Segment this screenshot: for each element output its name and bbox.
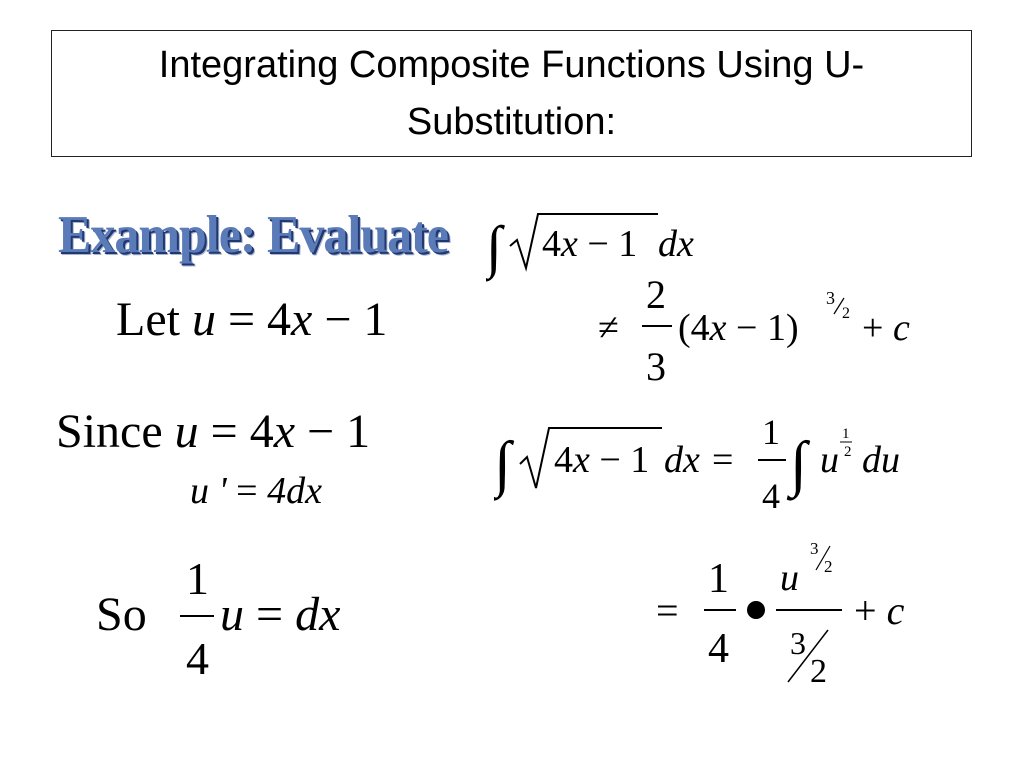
since-u: u <box>174 405 199 458</box>
final-u: u <box>780 557 799 599</box>
substituted-integral <box>494 406 934 520</box>
coef-den: 4 <box>762 476 780 516</box>
final-result-expression <box>656 536 956 696</box>
example-label: Example: Evaluate <box>58 204 448 264</box>
derivative-lhs: u ' <box>190 470 227 512</box>
final-denom-num: 3 <box>790 625 806 661</box>
let-rhs: 4x − 1 <box>267 293 388 346</box>
derivative-rhs: 4dx <box>267 470 322 512</box>
final-eq: = <box>656 588 679 633</box>
substituted-integral-expression <box>494 406 934 516</box>
final-num: 1 <box>708 556 729 602</box>
dot-operator <box>747 601 765 619</box>
since-rhs: 4x − 1 <box>249 405 371 458</box>
exp-num: 3 <box>826 288 835 308</box>
frac-den: 3 <box>646 344 666 386</box>
let-statement <box>116 293 388 346</box>
integral-sign-2: ∫ <box>790 430 807 498</box>
final-plus-c: + c <box>854 588 905 633</box>
so-rhs: u = dx <box>220 588 341 641</box>
radicand: 4x − 1 <box>542 223 638 265</box>
half-num: 1 <box>842 426 850 442</box>
plus-c: + c <box>862 307 910 349</box>
final-exp-num: 3 <box>810 539 819 558</box>
final-result <box>656 536 956 700</box>
so-statement-expression <box>96 552 386 682</box>
integral-sign-1: ∫ <box>494 430 511 498</box>
base: (4x − 1) <box>678 307 799 349</box>
coef-num: 1 <box>762 412 780 452</box>
final-denom-den: 2 <box>810 653 827 690</box>
derivative-statement <box>190 472 322 510</box>
let-u: u <box>191 293 216 346</box>
slide-title <box>51 30 972 157</box>
equals: = <box>712 439 734 481</box>
wrong-antiderivative-expression <box>598 276 938 386</box>
exp-den: 2 <box>842 305 850 322</box>
so-num: 1 <box>186 553 209 604</box>
frac-num: 2 <box>646 276 666 317</box>
since-statement <box>56 405 371 458</box>
since-word: Since <box>56 405 163 458</box>
so-statement <box>96 552 386 686</box>
half-den: 2 <box>844 444 852 460</box>
u-base: u <box>820 439 839 481</box>
differential: dx <box>658 223 694 265</box>
so-word: So <box>96 588 147 641</box>
radicand-2: 4x − 1 <box>554 439 650 481</box>
so-den: 4 <box>186 633 209 682</box>
derivative-eq: = <box>236 470 258 512</box>
main-integral-expression <box>486 206 716 282</box>
final-den: 4 <box>708 626 729 672</box>
main-integral <box>486 206 716 286</box>
let-eq: = <box>227 293 256 346</box>
du: du <box>862 439 900 481</box>
since-eq: = <box>210 405 238 458</box>
dx: dx <box>664 439 700 481</box>
wrong-antiderivative <box>598 276 938 393</box>
let-word: Let <box>116 293 180 346</box>
integral-sign: ∫ <box>486 214 502 279</box>
final-exp-den: 2 <box>824 557 833 576</box>
not-equal-sign: ≠ <box>598 307 619 349</box>
slide-title-text: Integrating Composite Functions Using U-Substitution: <box>158 43 865 143</box>
